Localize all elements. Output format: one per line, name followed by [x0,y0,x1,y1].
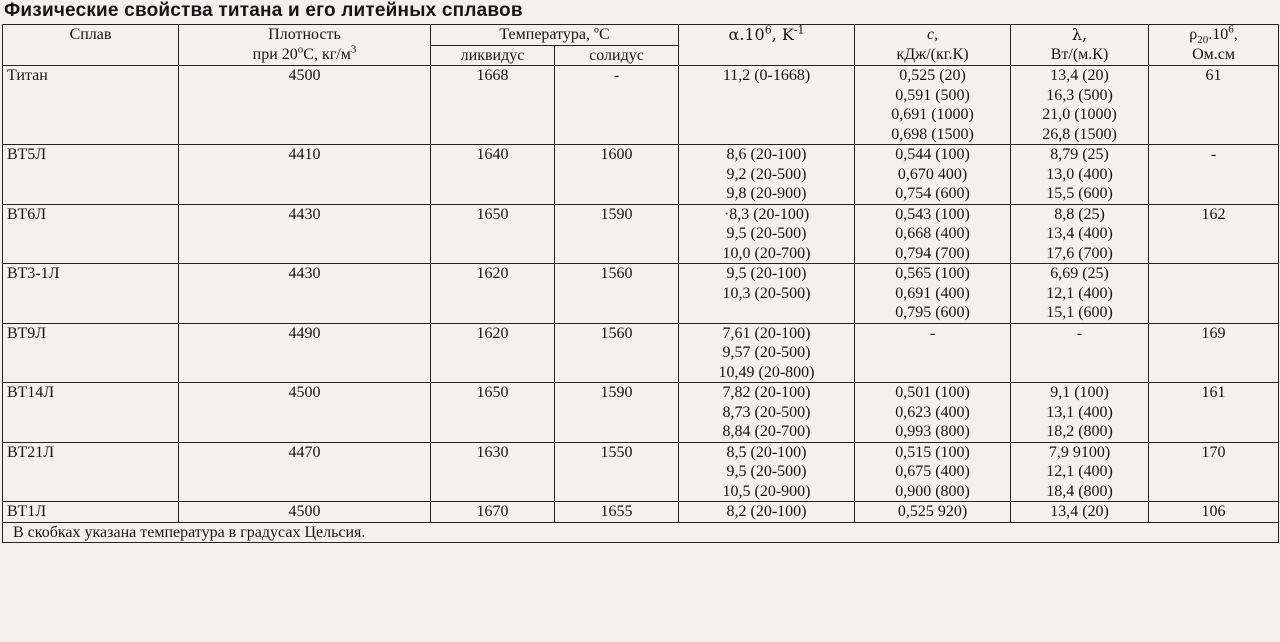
cell-density [179,145,431,205]
cell-alpha-line: 9,5 (20-500) [726,225,807,242]
cell-alpha [679,502,855,523]
cell-lambda-line: 26,8 (1500) [1042,125,1117,143]
cell-lambda-line: 15,1 (600) [1046,304,1113,321]
cell-c [855,145,1011,205]
cell-lambda-line: 6,69 (25) [1050,265,1109,282]
cell-alpha [679,204,855,264]
cell-c [855,264,1011,324]
cell-c [855,502,1011,523]
header-c: c, [855,25,1011,46]
cell-c-line: 0,794 (700) [895,244,970,262]
cell-rho-value: - [1210,146,1217,163]
cell-alpha-line: 9,5 (20-100) [726,265,807,282]
cell-liquidus [431,145,555,205]
cell-alpha-line: 8,73 (20-500) [722,403,811,421]
cell-c-line: 0,698 (1500) [891,125,974,143]
cell-alpha-line: 9,8 (20-900) [726,185,807,202]
header-c-units: кДж/(кг.К) [855,45,1011,66]
cell-solidus [555,204,679,264]
cell-c [855,66,1011,145]
cell-alpha-line: 8,2 (20-100) [726,503,807,520]
cell-density-value: 4490 [288,324,321,342]
cell-lambda [1011,323,1149,383]
cell-alloy-value: ВТ14Л [7,384,55,401]
cell-c-line: 0,525 (20) [899,67,966,84]
table-row [3,323,1279,383]
cell-density [179,383,431,443]
cell-rho [1149,66,1279,145]
cell-liquidus-value: 1670 [476,503,509,520]
cell-alpha [679,264,855,324]
header-row-2 [3,45,1279,66]
cell-alpha-line: 9,2 (20-500) [726,165,807,183]
cell-alloy-value: ВТ9Л [7,324,47,342]
cell-c-line: 0,543 (100) [895,205,970,223]
table-row [3,204,1279,264]
cell-lambda [1011,145,1149,205]
cell-lambda-line: 9,1 (100) [1050,384,1109,401]
cell-lambda-line: 13,1 (400) [1046,403,1113,421]
cell-c-line: 0,670 400) [897,165,968,183]
cell-alpha-line: 7,61 (20-100) [722,324,811,342]
cell-density [179,264,431,324]
cell-alloy [3,66,179,145]
properties-table [2,24,1279,543]
cell-lambda-line: 18,2 (800) [1046,423,1113,440]
cell-rho [1149,145,1279,205]
cell-lambda-line: 8,79 (25) [1050,146,1109,163]
cell-density [179,502,431,523]
header-density-units: при 20$^o$C, $кг/м^3$ [179,45,431,66]
header-density: Плотность [179,25,431,46]
cell-lambda-line: 15,5 (600) [1046,185,1113,202]
cell-alloy-value: ВТ1Л [7,503,47,520]
cell-alloy [3,204,179,264]
cell-alloy [3,264,179,324]
cell-alloy-value: ВТ6Л [7,205,47,223]
cell-lambda-line: 18,4 (800) [1046,482,1113,500]
cell-lambda-line: 12,1 (400) [1046,284,1113,302]
header-lambda: λ, [1011,25,1149,46]
cell-solidus [555,66,679,145]
cell-solidus-value: 1655 [600,503,633,520]
cell-lambda-line: - [1076,324,1083,342]
cell-alpha [679,323,855,383]
cell-solidus-value: 1550 [600,443,633,461]
cell-alpha-line: 11,2 (0-1668) [722,67,811,84]
cell-liquidus [431,204,555,264]
cell-solidus-value: 1590 [600,205,633,223]
cell-density-value: 4470 [288,443,321,461]
footnote: В скобках указана температура в градусах Цельсия. [3,522,1279,543]
cell-solidus [555,383,679,443]
cell-c [855,383,1011,443]
header-alloy-cont [3,45,179,66]
cell-alloy-value: Титан [7,67,48,84]
cell-alloy-value: ВТ3-1Л [7,265,60,282]
cell-rho-value: 162 [1201,205,1226,223]
header-temperature: Температура, ºC [431,25,679,46]
header-lambda-units: Вт/(м.К) [1011,45,1149,66]
cell-liquidus [431,323,555,383]
table-row [3,502,1279,523]
cell-solidus-value: 1560 [600,324,633,342]
cell-density-value: 4430 [288,265,321,282]
cell-liquidus [431,383,555,443]
cell-lambda [1011,264,1149,324]
cell-c-line: 0,591 (500) [895,86,970,104]
cell-alloy [3,383,179,443]
table-row [3,264,1279,324]
cell-c [855,323,1011,383]
cell-c-line: 0,544 (100) [895,146,970,163]
cell-alpha-line: 10,49 (20-800) [718,363,815,381]
cell-density-value: 4410 [288,146,321,163]
cell-liquidus [431,66,555,145]
cell-solidus [555,323,679,383]
footer-row [3,522,1279,543]
cell-rho [1149,502,1279,523]
cell-alpha-line: 8,84 (20-700) [722,423,811,440]
cell-c-line: 0,515 (100) [895,443,970,461]
cell-density [179,442,431,502]
cell-density [179,323,431,383]
cell-solidus [555,145,679,205]
cell-liquidus-value: 1668 [476,67,509,84]
cell-rho [1149,323,1279,383]
cell-alpha-line: 8,6 (20-100) [726,146,807,163]
cell-alpha [679,383,855,443]
header-alloy: Сплав [3,25,179,46]
cell-density [179,66,431,145]
cell-lambda-line: 13,0 (400) [1046,165,1113,183]
cell-c-line: 0,668 (400) [895,225,970,242]
cell-lambda-line: 16,3 (500) [1046,86,1113,104]
cell-lambda-line: 17,6 (700) [1046,244,1113,262]
cell-lambda [1011,442,1149,502]
cell-rho [1149,204,1279,264]
cell-alpha-line: 10,5 (20-900) [722,482,811,500]
cell-density-value: 4500 [288,503,321,520]
cell-c-line: 0,623 (400) [895,403,970,421]
cell-lambda-line: 13,4 (20) [1050,67,1109,84]
cell-liquidus [431,502,555,523]
cell-liquidus [431,264,555,324]
cell-alloy [3,502,179,523]
cell-alpha [679,442,855,502]
cell-alpha [679,145,855,205]
cell-c [855,442,1011,502]
cell-alpha-line: 10,3 (20-500) [722,284,811,302]
cell-rho [1149,442,1279,502]
cell-c-line: 0,993 (800) [895,423,970,440]
cell-alloy-value: ВТ21Л [7,443,55,461]
cell-c-line: 0,795 (600) [895,304,970,321]
cell-alpha [679,66,855,145]
cell-lambda-line: 12,1 (400) [1046,463,1113,480]
cell-liquidus-value: 1640 [476,146,509,163]
cell-rho-value: 169 [1201,324,1226,342]
cell-solidus [555,264,679,324]
cell-c-line: 0,675 (400) [895,463,970,480]
header-liquidus: ликвидус [431,45,555,66]
cell-lambda-line: 21,0 (1000) [1042,106,1117,123]
header-rho: $\rho_{20}.10^6$, [1149,25,1279,46]
cell-rho [1149,383,1279,443]
cell-c-line: 0,691 (1000) [891,106,974,123]
table-row [3,442,1279,502]
header-alpha-cont [679,45,855,66]
cell-c-line: 0,525 920) [897,503,968,520]
cell-liquidus-value: 1620 [476,265,509,282]
cell-liquidus-value: 1620 [476,324,509,342]
cell-alloy [3,442,179,502]
cell-alloy-value: ВТ5Л [7,146,47,163]
cell-alloy [3,323,179,383]
cell-solidus-value: - [613,67,620,84]
cell-liquidus-value: 1650 [476,205,509,223]
cell-c [855,204,1011,264]
cell-alpha-line: 7,82 (20-100) [722,384,811,401]
table-body [3,66,1279,523]
table-row [3,145,1279,205]
cell-solidus [555,442,679,502]
cell-lambda-line: 13,4 (20) [1050,503,1109,520]
cell-alloy [3,145,179,205]
cell-c-line: 0,691 (400) [895,284,970,302]
cell-lambda-line: 7,9 9100) [1048,443,1111,461]
cell-c-line: - [929,324,936,342]
header-solidus: солидус [555,45,679,66]
header-rho-units: Ом.см [1149,45,1279,66]
cell-density-value: 4500 [288,384,321,401]
cell-lambda-line: 13,4 (400) [1046,225,1113,242]
cell-c-line: 0,501 (100) [895,384,970,401]
cell-solidus [555,502,679,523]
cell-rho-value: 61 [1205,67,1222,84]
cell-lambda [1011,204,1149,264]
cell-alpha-line: ·8,3 (20-100) [723,205,810,223]
table-title: Физические свойства титана и его литейных сплавов [4,0,523,21]
cell-solidus-value: 1590 [600,384,633,401]
header-row-1 [3,25,1279,46]
cell-rho-value: 106 [1201,503,1226,520]
cell-c-line: 0,900 (800) [895,482,970,500]
cell-lambda [1011,383,1149,443]
cell-liquidus-value: 1630 [476,443,509,461]
cell-rho-value: 161 [1201,384,1226,401]
cell-lambda-line: 8,8 (25) [1054,205,1105,223]
cell-density-value: 4430 [288,205,321,223]
cell-lambda [1011,502,1149,523]
cell-alpha-line: 10,0 (20-700) [722,244,811,262]
cell-liquidus-value: 1650 [476,384,509,401]
cell-rho-value: 170 [1201,443,1226,461]
cell-solidus-value: 1560 [600,265,633,282]
cell-alpha-line: 8,5 (20-100) [726,443,807,461]
cell-density-value: 4500 [288,67,321,84]
cell-solidus-value: 1600 [600,146,633,163]
cell-c-line: 0,565 (100) [895,265,970,282]
table-row [3,66,1279,145]
header-alpha: $\alpha.10^6$, $K^{-1}$ [679,25,855,46]
cell-liquidus [431,442,555,502]
cell-alpha-line: 9,57 (20-500) [722,344,811,361]
cell-alpha-line: 9,5 (20-500) [726,463,807,480]
cell-density [179,204,431,264]
cell-lambda [1011,66,1149,145]
cell-c-line: 0,754 (600) [895,185,970,202]
cell-rho [1149,264,1279,324]
table-row [3,383,1279,443]
